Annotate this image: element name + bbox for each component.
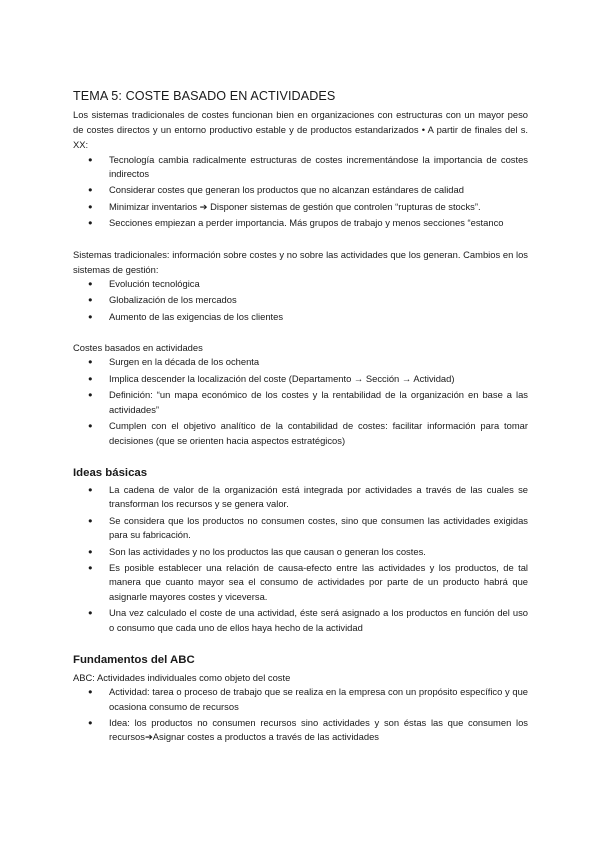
list-item: ● Globalización de los mercados	[73, 293, 528, 307]
page-title: TEMA 5: COSTE BASADO EN ACTIVIDADES	[73, 89, 336, 103]
costes-actividades-bullet-list	[73, 355, 528, 447]
list-item: ● Se considera que los productos no consumen costes, sino que consumen las actividades exigidas para su fabricación.	[73, 514, 528, 543]
intro-paragraph: Los sistemas tradicionales de costes funcionan bien en organizaciones con estructuras con un mayor peso de costes directos y un entorno productivo estable y de productos estandarizados • A partir de finales del s. XX:	[73, 109, 528, 151]
list-item: ● Definición: “un mapa económico de los costes y la rentabilidad de la organización en base a las actividades”	[73, 388, 528, 417]
list-item: ● Minimizar inventarios ➔ Disponer sistemas de gestión que controlen “rupturas de stocks”.	[73, 200, 528, 214]
fundamentos-bullet-list	[73, 685, 528, 745]
list-item: ● Idea: los productos no consumen recursos sino actividades y son éstas las que consumen los recursos➔Asignar costes a productos a través de las actividades	[73, 716, 528, 745]
list-item: ● Actividad: tarea o proceso de trabajo que se realiza en la empresa con un propósito específico y que ocasiona consumo de recursos	[73, 685, 528, 714]
list-item: ● Implica descender la localización del coste (Departamento → Sección → Actividad)	[73, 372, 528, 386]
fundamentos-heading: Fundamentos del ABC	[73, 653, 195, 666]
list-item: ● Tecnología cambia radicalmente estructuras de costes incrementándose la importancia de costes indirectos	[73, 153, 528, 182]
tema-bullet-list	[73, 153, 528, 231]
list-item: ● Cumplen con el objetivo analítico de la contabilidad de costes: facilitar información para tomar decisiones (que se orienten hacia aspectos estratégicos)	[73, 419, 528, 448]
tradicionales-bullet-list	[73, 277, 528, 324]
list-item: ● Considerar costes que generan los productos que no alcanzan estándares de calidad	[73, 183, 528, 197]
ideas-heading: Ideas básicas	[73, 466, 148, 479]
costes-actividades-paragraph: Costes basados en actividades	[73, 342, 203, 354]
list-item: ● Una vez calculado el coste de una actividad, éste será asignado a los productos en función del uso o consumo que cada uno de ellos haya hecho de la actividad	[73, 606, 528, 635]
list-item: ● Son las actividades y no los productos las que causan o generan los costes.	[73, 545, 528, 559]
list-item: ● Es posible establecer una relación de causa-efecto entre las actividades y los productos, de tal manera que cuanto mayor sea el consumo de actividades por parte de un producto habrá que asignarle mayores costes y viceversa.	[73, 561, 528, 604]
list-item: ● Evolución tecnológica	[73, 277, 528, 291]
fundamentos-paragraph: ABC: Actividades individuales como objeto del coste	[73, 671, 291, 683]
list-item: ● Secciones empiezan a perder importancia. Más grupos de trabajo y menos secciones “estanco	[73, 216, 528, 230]
list-item: ● Aumento de las exigencias de los clientes	[73, 310, 528, 324]
tradicionales-paragraph: Sistemas tradicionales: información sobre costes y no sobre las actividades que los generan. Cambios en los sistemas de gestión:	[73, 248, 528, 275]
list-item: ● Surgen en la década de los ochenta	[73, 355, 528, 369]
ideas-bullet-list	[73, 483, 528, 635]
document-content	[73, 89, 528, 747]
list-item: ● La cadena de valor de la organización está integrada por actividades a través de las cuales se transforman los recursos y se genera valor.	[73, 483, 528, 512]
